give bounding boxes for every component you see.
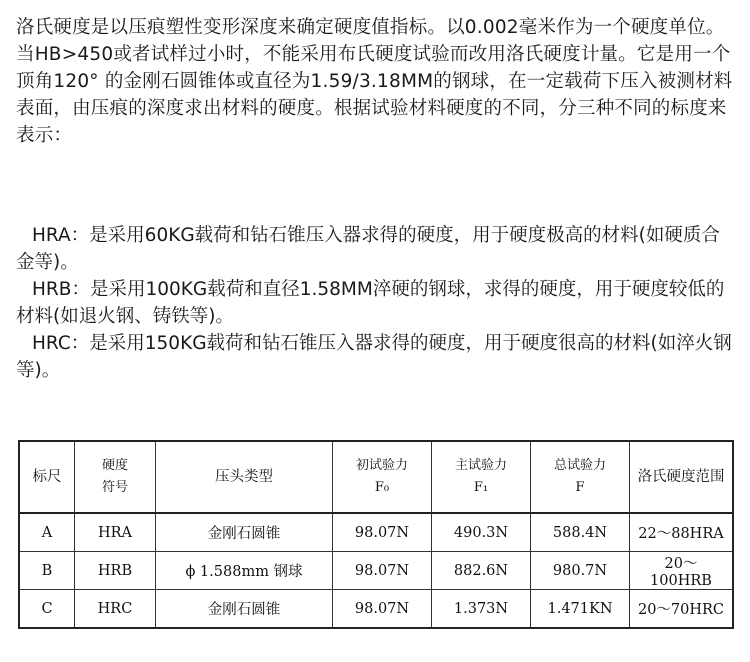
header-initial-force xyxy=(333,441,432,513)
cell-main-force: 1.373N xyxy=(432,590,531,629)
hrc-text: HRC：是采用150KG载荷和钻石锥压入器求得的硬度，用于硬度很高的材料(如淬火钢等)。 xyxy=(16,333,732,381)
cell-scale: B xyxy=(19,552,75,590)
header-hardness-range: 洛氏硬度范围 xyxy=(630,441,734,513)
table-row xyxy=(19,513,733,552)
cell-indenter: 金刚石圆锥 xyxy=(156,590,333,629)
cell-range: 20～100HRB xyxy=(630,552,734,590)
cell-initial-force: 98.07N xyxy=(333,513,432,552)
cell-indenter: ϕ 1.588mm 钢球 xyxy=(156,552,333,590)
hrc-definition xyxy=(16,330,736,384)
table-row xyxy=(19,552,733,590)
cell-indenter: 金刚石圆锥 xyxy=(156,513,333,552)
header-main-line1: 主试验力 xyxy=(454,458,507,473)
cell-total-force: 1.471KN xyxy=(531,590,630,629)
hrb-definition xyxy=(16,276,736,330)
hra-text: HRA：是采用60KG载荷和钻石锥压入器求得的硬度，用于硬度极高的材料(如硬质合金等)。 xyxy=(16,225,720,273)
header-total-line2: F xyxy=(575,480,585,495)
header-symbol-line1: 硬度 xyxy=(101,458,128,473)
table-header-row xyxy=(19,441,733,513)
cell-main-force: 490.3N xyxy=(432,513,531,552)
header-symbol xyxy=(75,441,156,513)
cell-total-force: 980.7N xyxy=(531,552,630,590)
header-main-force xyxy=(432,441,531,513)
cell-range: 20～70HRC xyxy=(630,590,734,629)
hrb-text: HRB：是采用100KG载荷和直径1.58MM淬硬的钢球，求得的硬度，用于硬度较低的材料(如退火钢、铸铁等)。 xyxy=(16,279,725,327)
table-row xyxy=(19,590,733,629)
cell-symbol: HRC xyxy=(75,590,156,629)
cell-symbol: HRA xyxy=(75,513,156,552)
cell-main-force: 882.6N xyxy=(432,552,531,590)
cell-initial-force: 98.07N xyxy=(333,552,432,590)
header-initial-line1: 初试验力 xyxy=(355,458,408,473)
cell-range: 22～88HRA xyxy=(630,513,734,552)
hra-definition xyxy=(16,222,736,276)
header-scale: 标尺 xyxy=(19,441,75,513)
cell-scale: A xyxy=(19,513,75,552)
header-initial-line2: F₀ xyxy=(374,480,390,495)
header-indenter: 压头类型 xyxy=(156,441,333,513)
header-total-force xyxy=(531,441,630,513)
cell-total-force: 588.4N xyxy=(531,513,630,552)
header-total-line1: 总试验力 xyxy=(553,458,606,473)
intro-paragraph: 洛氏硬度是以压痕塑性变形深度来确定硬度值指标。以0.002毫米作为一个硬度单位。当HB>450或者试样过小时，不能采用布氏硬度试验而改用洛氏硬度计量。它是用一个顶角120° 的金刚石圆锥体或直径为1.59/3.18MM的钢球，在一定载荷下压入被测材料表面，由压痕的深度求出材料的硬度。根据试验材料硬度的不同，分三种不同的标度来表示： xyxy=(16,17,733,146)
rockwell-scale-table xyxy=(18,440,734,629)
header-symbol-line2: 符号 xyxy=(101,480,128,495)
cell-initial-force: 98.07N xyxy=(333,590,432,629)
cell-scale: C xyxy=(19,590,75,629)
header-main-line2: F₁ xyxy=(473,480,489,495)
cell-symbol: HRB xyxy=(75,552,156,590)
